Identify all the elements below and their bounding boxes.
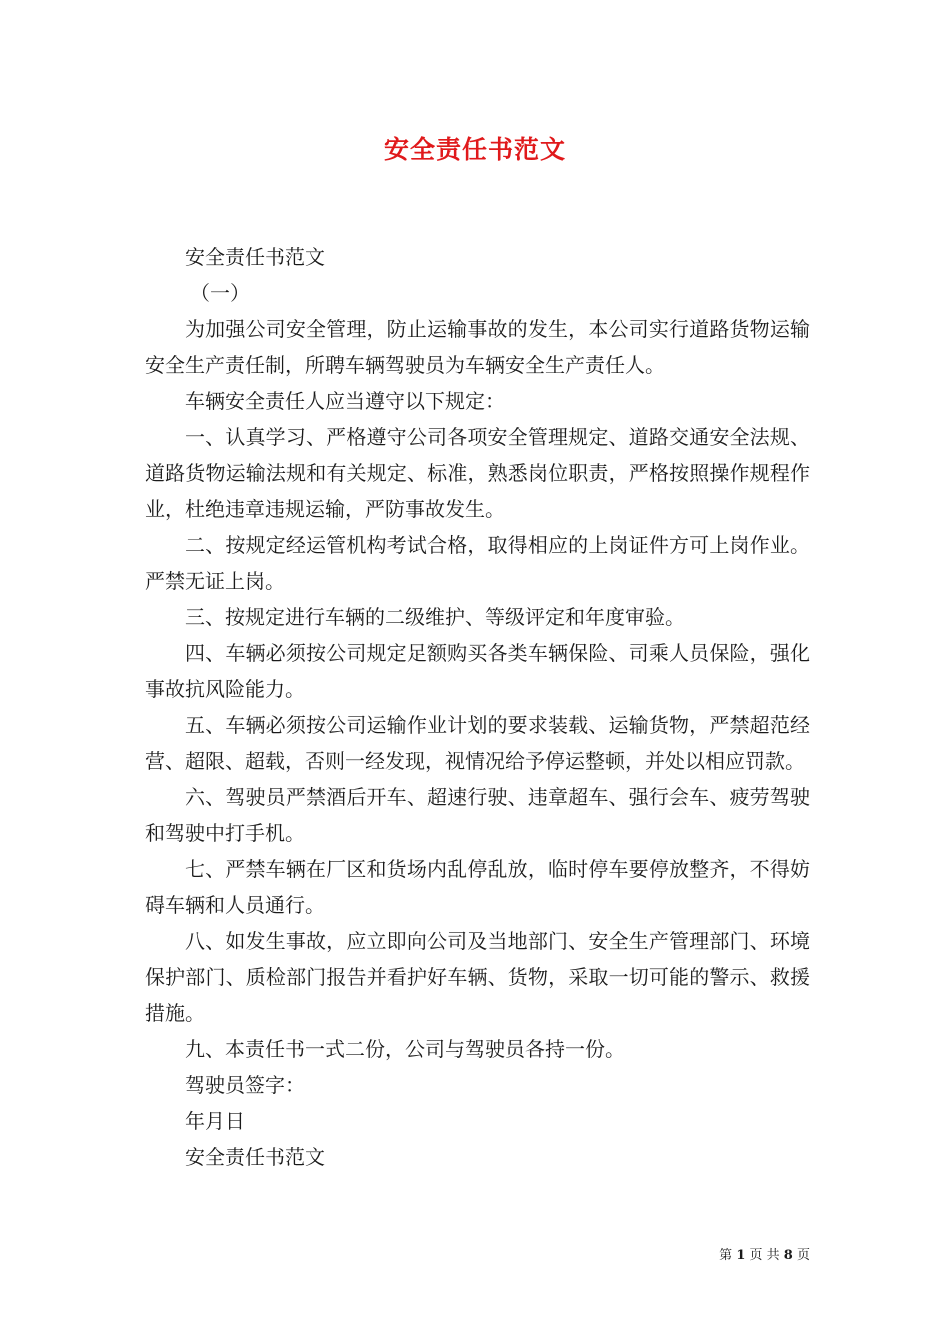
footer-suffix: 页: [796, 1248, 810, 1263]
paragraph-rule-7: 七、严禁车辆在厂区和货场内乱停乱放，临时停车要停放整齐，不得妨碍车辆和人员通行。: [145, 857, 810, 917]
page-footer: [719, 1247, 810, 1265]
date-line: 年月日: [185, 1109, 245, 1133]
footer-total-pages: 8: [783, 1248, 793, 1263]
footer-middle: 页 共: [749, 1248, 780, 1263]
next-section-heading: 安全责任书范文: [185, 1145, 325, 1169]
paragraph-rule-3: 三、按规定进行车辆的二级维护、等级评定和年度审验。: [185, 605, 685, 629]
paragraph-rule-1: 一、认真学习、严格遵守公司各项安全管理规定、道路交通安全法规、道路货物运输法规和有关规定、标准，熟悉岗位职责，严格按照操作规程作业，杜绝违章违规运输，严防事故发生。: [145, 425, 810, 521]
footer-prefix: 第: [719, 1248, 733, 1263]
paragraph-rule-6: 六、驾驶员严禁酒后开车、超速行驶、违章超车、强行会车、疲劳驾驶和驾驶中打手机。: [145, 785, 810, 845]
section-marker: （一）: [190, 281, 250, 305]
paragraph-rules-lead: 车辆安全责任人应当遵守以下规定：: [185, 389, 505, 413]
document-body: [145, 239, 810, 1175]
paragraph-rule-5: 五、车辆必须按公司运输作业计划的要求装载、运输货物，严禁超范经营、超限、超载，否则一经发现，视情况给予停运整顿，并处以相应罚款。: [145, 713, 810, 773]
signature-line: 驾驶员签字：: [185, 1073, 305, 1097]
paragraph-intro: 为加强公司安全管理，防止运输事故的发生，本公司实行道路货物运输安全生产责任制，所聘车辆驾驶员为车辆安全生产责任人。: [145, 317, 810, 377]
footer-page-number: 1: [736, 1248, 746, 1263]
paragraph-rule-4: 四、车辆必须按公司规定足额购买各类车辆保险、司乘人员保险，强化事故抗风险能力。: [145, 641, 810, 701]
body-heading: 安全责任书范文: [185, 245, 325, 269]
paragraph-rule-2: 二、按规定经运管机构考试合格，取得相应的上岗证件方可上岗作业。严禁无证上岗。: [145, 533, 810, 593]
paragraph-rule-8: 八、如发生事故，应立即向公司及当地部门、安全生产管理部门、环境保护部门、质检部门报告并看护好车辆、货物，采取一切可能的警示、救援措施。: [145, 929, 810, 1025]
document-title: 安全责任书范文: [383, 135, 566, 164]
paragraph-rule-9: 九、本责任书一式二份，公司与驾驶员各持一份。: [185, 1037, 625, 1061]
